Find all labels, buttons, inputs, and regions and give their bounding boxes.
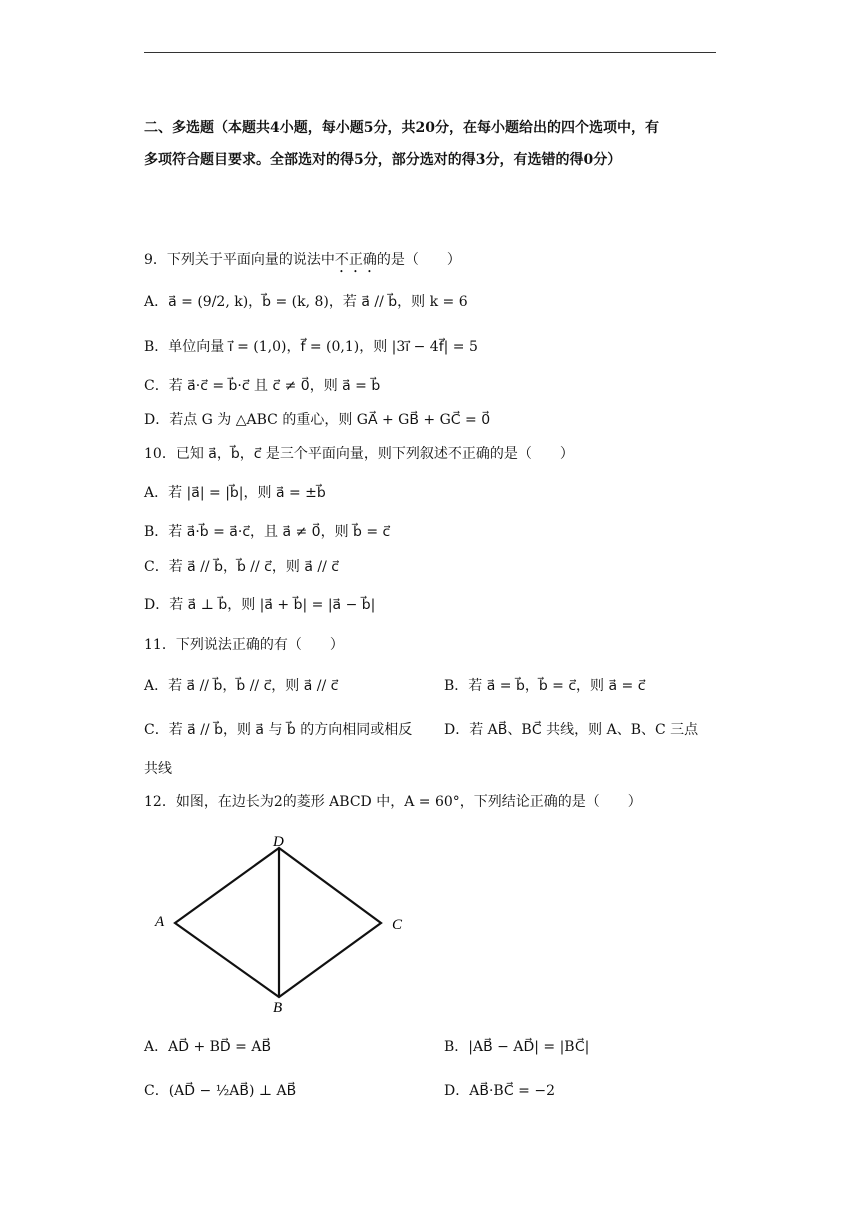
q9-option-d: D．若点 G 为 △ABC 的重心，则 GA⃗ + GB⃗ + GC⃗ = 0⃗ — [144, 412, 491, 428]
q9-stem — [144, 250, 461, 276]
q10-option-c: C．若 a⃗ // b⃗，b⃗ // c⃗，则 a⃗ // c⃗ — [144, 559, 339, 575]
section-header-line1: 二、多选题（本题共4小题，每小题5分，共20分，在每小题给出的四个选项中，有 — [144, 120, 659, 136]
vertex-label-a: A — [155, 914, 165, 930]
q11-option-d-continued: 共线 — [144, 761, 172, 777]
q11-option-a: A．若 a⃗ // b⃗，b⃗ // c⃗，则 a⃗ // c⃗ — [144, 678, 339, 694]
q11-option-d: D．若 AB⃗、BC⃗ 共线，则 A、B、C 三点 — [444, 722, 699, 738]
q9-stem-suffix: 的是（ ） — [376, 252, 461, 268]
q12-option-a: A．AD⃗ + BD⃗ = AB⃗ — [144, 1039, 272, 1055]
vertex-label-b: B — [273, 1000, 283, 1016]
q12-option-b: B．|AB⃗ − AD⃗| = |BC⃗| — [444, 1039, 590, 1055]
q11-option-b: B．若 a⃗ = b⃗，b⃗ = c⃗，则 a⃗ = c⃗ — [444, 678, 646, 694]
q12-option-d: D．AB⃗·BC⃗ = −2 — [444, 1083, 555, 1099]
vertex-label-c: C — [392, 917, 403, 933]
q10-stem: 10．已知 a⃗，b⃗，c⃗ 是三个平面向量，则下列叙述不正确的是（ ） — [144, 446, 574, 462]
q9-stem-prefix: 9．下列关于平面向量的说法中 — [144, 252, 335, 268]
q10-option-a: A．若 |a⃗| = |b⃗|，则 a⃗ = ±b⃗ — [144, 485, 326, 501]
q9-stem-emphasis: 不正确 — [334, 252, 377, 268]
vertex-label-d: D — [273, 834, 284, 850]
rhombus-figure — [140, 826, 420, 1026]
q10-option-b: B．若 a⃗·b⃗ = a⃗·c⃗，且 a⃗ ≠ 0⃗，则 b⃗ = c⃗ — [144, 524, 391, 540]
header-rule — [144, 52, 716, 53]
q9-option-b: B．单位向量 i⃗ = (1,0)，f⃗ = (0,1)，则 |3i⃗ − 4f⃗| = 5 — [144, 339, 478, 355]
q9-option-a: A．a⃗ = (9/2, k)，b⃗ = (k, 8)，若 a⃗ // b⃗，则 k = 6 — [144, 294, 468, 310]
q12-stem: 12．如图，在边长为2的菱形 ABCD 中，A = 60°，下列结论正确的是（ ） — [144, 794, 642, 810]
q10-option-d: D．若 a⃗ ⊥ b⃗，则 |a⃗ + b⃗| = |a⃗ − b⃗| — [144, 597, 376, 613]
q11-stem: 11．下列说法正确的有（ ） — [144, 637, 344, 653]
section-header-line2: 多项符合题目要求。全部选对的得5分，部分选对的得3分，有选错的得0分） — [144, 152, 622, 168]
q9-option-c: C．若 a⃗·c⃗ = b⃗·c⃗ 且 c⃗ ≠ 0⃗，则 a⃗ = b⃗ — [144, 378, 381, 394]
q12-option-c: C．(AD⃗ − ½AB⃗) ⊥ AB⃗ — [144, 1083, 297, 1099]
q11-option-c: C．若 a⃗ // b⃗，则 a⃗ 与 b⃗ 的方向相同或相反 — [144, 722, 413, 738]
